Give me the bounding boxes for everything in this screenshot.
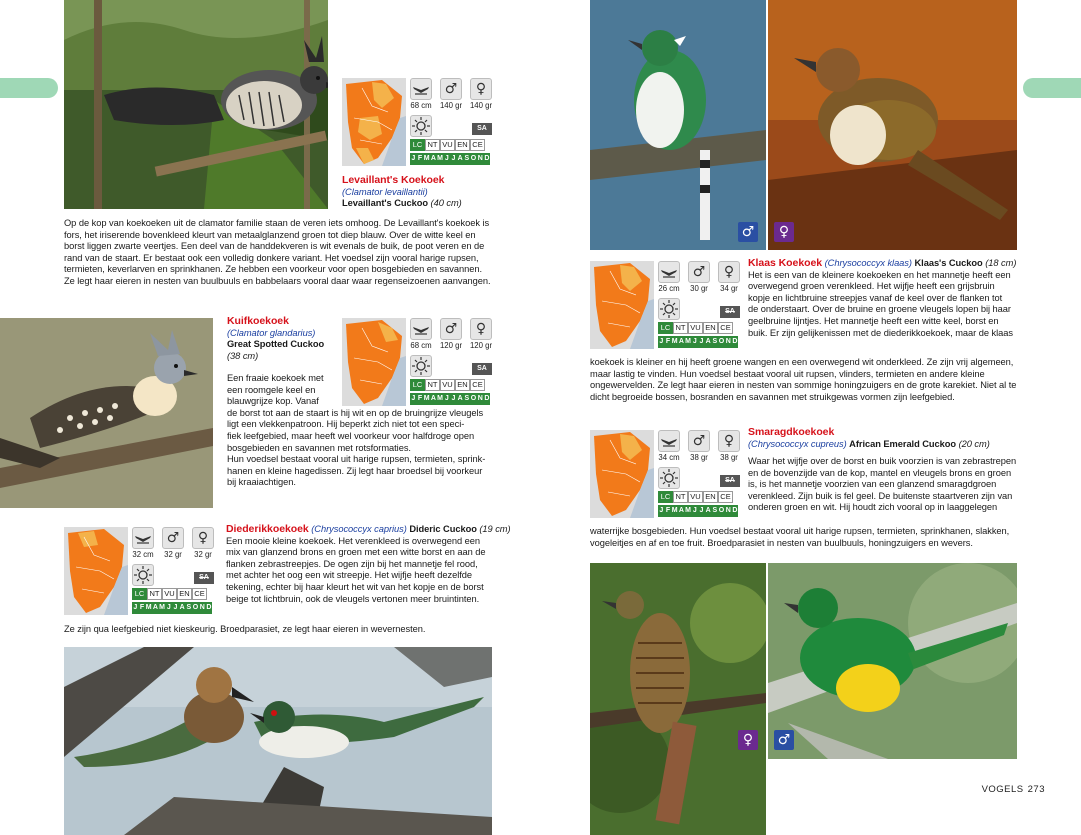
status-lc: LC (132, 588, 147, 600)
presence-months (410, 153, 490, 165)
month: J (698, 336, 705, 348)
text-line: Waar het wijfje over de borst en buik voorzien is van zebrastrepen (748, 456, 1017, 466)
month: A (705, 336, 712, 348)
kuif-heading (227, 316, 337, 362)
text-line: verenkleed. Zijn buik is fel geel. De buitenste staartveren zijn van (748, 490, 1013, 501)
text-line: tekening, echter bij haar kleurt het wit van het kopje en de borst (226, 581, 484, 592)
status-lc: LC (410, 379, 425, 391)
sun-icon (658, 298, 680, 320)
status-ce: CE (718, 491, 733, 503)
male-weight-icon: ♂ (162, 527, 184, 549)
conservation-status (658, 322, 733, 334)
text-line: de borst tot aan de staart is hij wit en op de bruingrijze vleugels (227, 407, 484, 418)
male-weight-icon: ♂ (688, 430, 710, 452)
month: J (443, 393, 450, 405)
status-vu: VU (162, 588, 177, 600)
month: S (712, 505, 719, 517)
month: A (152, 602, 159, 614)
text-line: bosgebieden en savannen met rotsformaties. (227, 442, 411, 453)
month: A (705, 505, 712, 517)
month: J (450, 153, 457, 165)
month: S (186, 602, 193, 614)
smaragd-range-map (590, 430, 654, 518)
diederik-range-map (64, 527, 128, 615)
month: S (712, 336, 719, 348)
wingspan-value: 68 cm (410, 341, 432, 350)
month: O (470, 393, 477, 405)
month: J (691, 336, 698, 348)
text-line: ongewervelden. Ze legt haar eieren in nesten van sommige honingzuigers en de grote karekiet. Niet al te (590, 380, 1017, 391)
male-weight-value: 140 gr (439, 101, 463, 110)
male-weight-value: 38 gr (690, 453, 708, 462)
presence-months (132, 602, 212, 614)
text-line: een roomgele keel en (227, 384, 316, 395)
levaillant-info-block (342, 78, 492, 166)
text-line: en de bovenzijde van de kop, mantel en vleugels brons en groen (748, 467, 1012, 478)
male-icon: ♂ (774, 730, 794, 750)
text-line: fors, het iriserende bovenkleed kleurt van metaalglanzend groen tot diep blauw. Over de witte keel en (64, 229, 476, 240)
great-spotted-cuckoo-photo (0, 318, 213, 508)
month: A (179, 602, 186, 614)
wingspan-icon (410, 318, 432, 340)
text-line: borst liggen zwarte veertjes. Een deel van de handdekveren is wit evenals de buik, de poot veren en de (64, 241, 485, 252)
smaragd-info-block (590, 430, 740, 518)
month: M (685, 505, 692, 517)
scientific-name: (Chrysococcyx caprius) (311, 524, 407, 534)
text-line: de onderstaart. Over de bruine en groene vleugels lopen bij haar (748, 304, 1011, 315)
month: J (172, 602, 179, 614)
month: J (165, 602, 172, 614)
male-weight-value: 30 gr (690, 284, 708, 293)
smaragd-heading (748, 427, 1023, 450)
text-line: beige tot lichtbruin, ook de vleugels vertonen meer bruintinten. (226, 593, 480, 604)
month: M (437, 153, 444, 165)
month: D (484, 393, 491, 405)
status-vu: VU (440, 139, 455, 151)
female-weight-icon: ♀ (470, 318, 492, 340)
sa-badge: SA (194, 572, 214, 584)
text-line: rand van de staart. Er bestaat ook een volledig donkere variant. Het voedsel zijn vooral harige rupsen, (64, 252, 479, 263)
month: S (464, 153, 471, 165)
text-line: dicht begroeide bossen, bosranden en savannen met struikgewas vormen zijn leefgebied. (590, 391, 955, 402)
month: D (732, 336, 739, 348)
sa-badge: SA (472, 363, 492, 375)
month: J (691, 505, 698, 517)
text-line: Het is een van de kleinere koekoeken en het mannetje heeft een (748, 269, 1011, 280)
month: F (665, 505, 672, 517)
status-ce: CE (192, 588, 207, 600)
species-title: Kuifkoekoek (227, 315, 289, 327)
length: (38 cm) (227, 350, 259, 361)
month: O (718, 336, 725, 348)
text-line: waterrijke bosgebieden. Hun voedsel bestaat vooral uit harige rupsen, termieten, sprinkhanen, slakken, (590, 526, 1010, 536)
section-label: VOGELS (981, 784, 1024, 795)
diederik-last-line (64, 624, 514, 636)
status-nt: NT (425, 139, 440, 151)
month: M (671, 336, 678, 348)
month: J (450, 393, 457, 405)
sun-icon (132, 564, 154, 586)
month: D (732, 505, 739, 517)
male-weight-icon: ♂ (688, 261, 710, 283)
sa-badge: SA (720, 475, 740, 487)
female-icon: ♀ (738, 730, 758, 750)
text-line: vogeleitjes en af en toe fruit. Broedparasiet in nesten van buulbuuls, honingzuigers en wevers. (590, 537, 973, 548)
status-en: EN (455, 139, 470, 151)
month: S (464, 393, 471, 405)
text-line: Op de kop van koekoeken uit de clamator familie staan de veren iets omhoog. De Levaillant's koekoek is (64, 218, 490, 228)
text-line: Een fraaie koekoek met (227, 373, 324, 383)
month: N (477, 153, 484, 165)
species-title: Diederikkoekoek (226, 523, 309, 535)
female-weight-icon: ♀ (192, 527, 214, 549)
month: M (685, 336, 692, 348)
sun-icon (410, 115, 432, 137)
text-line: hanen en kleine hagedissen. Zij legt haar broedsel bij voorkeur (227, 465, 483, 476)
diederik-info-block (64, 527, 214, 615)
text-line: Ze zijn qua leefgebied niet kieskeurig. Broedparasiet, ze legt haar eieren in wevernesten. (64, 624, 426, 634)
month: O (192, 602, 199, 614)
levaillant-range-map (342, 78, 406, 166)
female-weight-icon: ♀ (718, 430, 740, 452)
english-name: Levaillant's Cuckoo (342, 198, 428, 209)
scientific-name: (Clamator glandarius) (227, 327, 316, 338)
species-title: Levaillant's Koekoek (342, 174, 445, 186)
month: A (678, 505, 685, 517)
length: (20 cm) (958, 438, 990, 449)
levaillant-description (64, 218, 504, 288)
month: J (410, 393, 417, 405)
text-line: fiek leefgebied, maar heeft wel voorkeur voor halfdroge open (227, 430, 475, 441)
text-line: blauwgrijze kop. Vanaf (227, 396, 319, 407)
klaas-info-block (590, 261, 740, 349)
female-weight-icon: ♀ (470, 78, 492, 100)
english-name: Klaas's Cuckoo (914, 258, 983, 268)
male-weight-value: 120 gr (439, 341, 463, 350)
month: O (470, 153, 477, 165)
status-en: EN (703, 322, 718, 334)
month: F (417, 153, 424, 165)
wingspan-icon (132, 527, 154, 549)
month: A (678, 336, 685, 348)
status-lc: LC (410, 139, 425, 151)
sun-icon (658, 467, 680, 489)
wingspan-value: 68 cm (410, 101, 432, 110)
status-en: EN (177, 588, 192, 600)
klaas-cuckoo-male-photo (590, 0, 766, 250)
levaillant-cuckoo-photo (64, 0, 328, 209)
kuif-description (227, 373, 507, 489)
scientific-name: (Chrysococcyx cupreus) (748, 438, 847, 449)
length: (19 cm) (479, 524, 511, 534)
male-weight-value: 32 gr (164, 550, 182, 559)
month: D (206, 602, 213, 614)
text-line: maar lastig te vinden. Hun voedsel bestaat vooral uit rupsen, vlinders, termieten en andere kleine (590, 368, 985, 379)
text-line: mix van glanzend brons en groen met een witte borst en aan de (226, 547, 486, 558)
text-line: is, is het mannetje voorzien van een glanzend smaragdgroen (748, 479, 997, 490)
text-line: termieten, keverlarven en sprinkhanen. Ze hebben een voorkeur voor open bosgebieden en savannen. (64, 264, 482, 275)
month: O (718, 505, 725, 517)
conservation-status (410, 139, 485, 151)
status-ce: CE (470, 139, 485, 151)
month: N (477, 393, 484, 405)
klaas-full-width-text (590, 357, 1030, 403)
english-name: African Emerald Cuckoo (849, 438, 957, 449)
scientific-name: (Clamator levaillantii) (342, 186, 428, 197)
status-ce: CE (470, 379, 485, 391)
status-lc: LC (658, 322, 673, 334)
month: J (658, 336, 665, 348)
wingspan-value: 26 cm (658, 284, 680, 293)
text-line: onderen groen en wit. Hij houdt zich vooral op in laaggelegen (748, 502, 998, 513)
text-line: bij kraaiachtigen. (227, 477, 296, 488)
month: D (484, 153, 491, 165)
species-title: Smaragdkoekoek (748, 426, 835, 438)
female-icon: ♀ (774, 222, 794, 242)
wingspan-value: 32 cm (132, 550, 154, 559)
month: M (423, 393, 430, 405)
text-line: Een mooie kleine koekoek. Het verenkleed is overwegend een (226, 535, 480, 546)
month: N (725, 336, 732, 348)
month: J (443, 153, 450, 165)
diederik-section (226, 524, 516, 605)
month: A (457, 153, 464, 165)
month: A (430, 153, 437, 165)
sa-badge: SA (472, 123, 492, 135)
status-vu: VU (688, 491, 703, 503)
month: M (145, 602, 152, 614)
presence-months (658, 505, 738, 517)
wingspan-icon (658, 430, 680, 452)
scientific-name: (Chrysococcyx klaas) (824, 258, 912, 268)
female-weight-value: 120 gr (469, 341, 493, 350)
presence-months (658, 336, 738, 348)
smaragd-description-column (748, 456, 1023, 514)
conservation-status (132, 588, 207, 600)
klaas-cuckoo-female-photo (768, 0, 1017, 250)
status-vu: VU (688, 322, 703, 334)
wingspan-icon (658, 261, 680, 283)
text-line: Hun voedsel bestaat vooral uit harige rupsen, termieten, sprink- (227, 454, 486, 465)
klaas-range-map (590, 261, 654, 349)
species-title: Klaas Koekoek (748, 257, 823, 269)
month: M (423, 153, 430, 165)
english-name: Dideric Cuckoo (409, 524, 477, 534)
month: J (410, 153, 417, 165)
text-line: buik. Er zijn gelijkenissen met de diederikkoekoek, maar de klaas (748, 327, 1013, 338)
male-weight-icon: ♂ (440, 78, 462, 100)
month: N (199, 602, 206, 614)
month: M (437, 393, 444, 405)
levaillant-heading (342, 175, 502, 210)
month: F (417, 393, 424, 405)
dideric-cuckoo-photo (64, 647, 492, 835)
text-line: kopje en lichtbruine streepjes vanaf de keel over de flanken tot (748, 292, 1003, 303)
status-ce: CE (718, 322, 733, 334)
female-weight-value: 38 gr (720, 453, 738, 462)
length: (18 cm) (985, 258, 1017, 268)
status-en: EN (703, 491, 718, 503)
page-number: 273 (1027, 784, 1045, 795)
text-line: flanken zebrastreepjes. De ogen zijn bij het mannetje fel rood, (226, 558, 478, 569)
month: F (665, 336, 672, 348)
emerald-cuckoo-female-photo (590, 563, 766, 835)
text-line: ligt een vlekkenpatroon. Hij beperkt zich niet tot een speci- (227, 419, 465, 430)
month: J (658, 505, 665, 517)
smaragd-full-width-text (590, 526, 1030, 549)
status-nt: NT (147, 588, 162, 600)
klaas-section (748, 258, 1023, 339)
conservation-status (658, 491, 733, 503)
wingspan-value: 34 cm (658, 453, 680, 462)
month: A (457, 393, 464, 405)
chapter-tab-right (1023, 78, 1081, 98)
status-nt: NT (673, 322, 688, 334)
month: J (132, 602, 139, 614)
text-line: overwegend groen verenkleed. Het wijfje heeft een grijsbruin (748, 281, 995, 292)
male-weight-icon: ♂ (440, 318, 462, 340)
month: M (671, 505, 678, 517)
female-weight-value: 140 gr (469, 101, 493, 110)
wingspan-icon (410, 78, 432, 100)
status-nt: NT (673, 491, 688, 503)
status-vu: VU (440, 379, 455, 391)
emerald-cuckoo-male-photo (768, 563, 1017, 759)
status-nt: NT (425, 379, 440, 391)
length: (40 cm) (430, 198, 462, 209)
male-icon: ♂ (738, 222, 758, 242)
month: N (725, 505, 732, 517)
month: J (698, 505, 705, 517)
female-weight-icon: ♀ (718, 261, 740, 283)
sa-badge: SA (720, 306, 740, 318)
chapter-tab-left (0, 78, 58, 98)
text-line: koekoek is kleiner en hij heeft groene wangen en een overwegend wit onderkleed. Ze zijn vrij algemeen, (590, 357, 1014, 367)
text-line: met achter het oog een wit streepje. Het wijfje heeft dezelfde (226, 570, 472, 581)
page-footer (982, 784, 1045, 795)
english-name: Great Spotted Cuckoo (227, 339, 325, 350)
text-line: geelbruine lijntjes. Het mannetje heeft een witte keel, borst en (748, 315, 999, 326)
female-weight-value: 34 gr (720, 284, 738, 293)
status-en: EN (455, 379, 470, 391)
status-lc: LC (658, 491, 673, 503)
month: A (430, 393, 437, 405)
month: F (139, 602, 146, 614)
female-weight-value: 32 gr (194, 550, 212, 559)
month: M (159, 602, 166, 614)
text-line: Ze legt haar eieren in nesten van buulbuuls en babbelaars vooral daar waar regenseizoenen aanvangen. (64, 275, 491, 286)
